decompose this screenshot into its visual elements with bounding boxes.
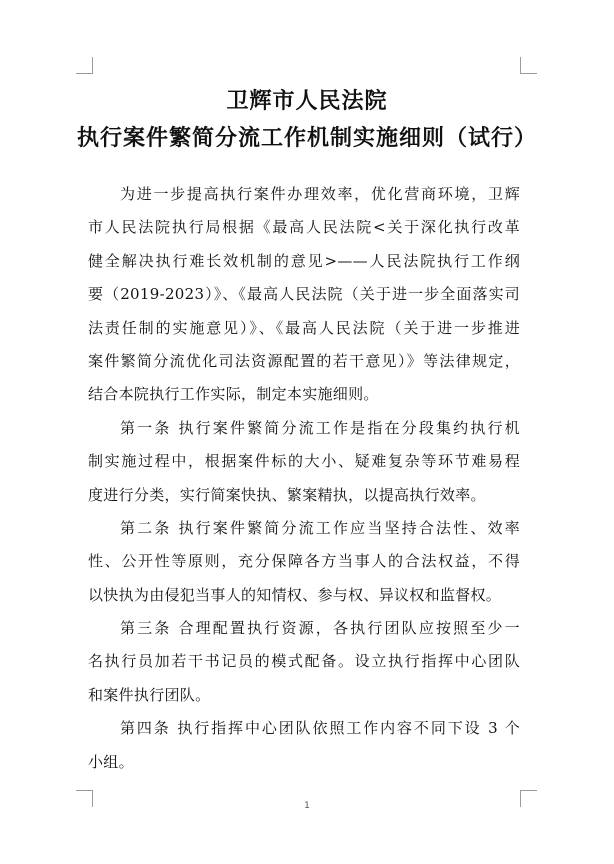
text-line: 结合本院执行工作实际，制定本实施细则。 [88,385,379,404]
text-line: 第四条 执行指挥中心团队依照工作内容不同下设 3 个 [120,719,520,738]
page-number: 1 [304,801,310,811]
text-line: 要（2019-2023）》、《最高人民法院（关于进一步全面落实司 [88,285,520,304]
text-line: 和案件执行团队。 [88,685,211,704]
text-line: 健全解决执行难长效机制的意见>——人民法院执行工作纲 [88,251,520,270]
text-line: 第三条 合理配置执行资源，各执行团队应按照至少一 [120,619,520,638]
text-line: 性、公开性等原则，充分保障各方当事人的合法权益，不得 [88,552,520,571]
text-line: 为进一步提高执行案件办理效率，优化营商环境，卫辉 [120,185,520,203]
text-line: 度进行分类，实行简案快执、繁案精执，以提高执行效率。 [88,485,486,504]
paragraph [88,178,520,412]
text-line: 制实施过程中，根据案件标的大小、疑难复杂等环节难易程 [88,452,520,471]
text-line: 案件繁简分流优化司法资源配置的若干意见）》等法律规定， [88,351,520,370]
text-line: 第二条 执行案件繁简分流工作应当坚持合法性、效率 [120,518,520,537]
document-title-line2: 执行案件繁简分流工作机制实施细则（试行） [76,126,537,151]
crop-mark-top-right [520,57,537,74]
crop-mark-top-left [76,57,93,74]
document-title-line1: 卫辉市人民法院 [226,89,388,114]
paragraph [88,512,520,612]
paragraph [88,412,520,512]
text-line: 法责任制的实施意见）》、《最高人民法院（关于进一步推进 [88,318,520,337]
text-line: 以快执为由侵犯当事人的知情权、参与权、异议权和监督权。 [88,585,502,604]
text-line: 市人民法院执行局根据《最高人民法院<关于深化执行改革 [88,218,520,237]
document-body [88,178,520,779]
paragraph [88,612,520,712]
text-line: 小组。 [88,752,134,771]
text-line: 第一条 执行案件繁简分流工作是指在分段集约执行机 [120,418,520,437]
text-line: 名执行员加若干书记员的模式配备。设立执行指挥中心团队 [88,652,520,671]
paragraph [88,712,520,779]
